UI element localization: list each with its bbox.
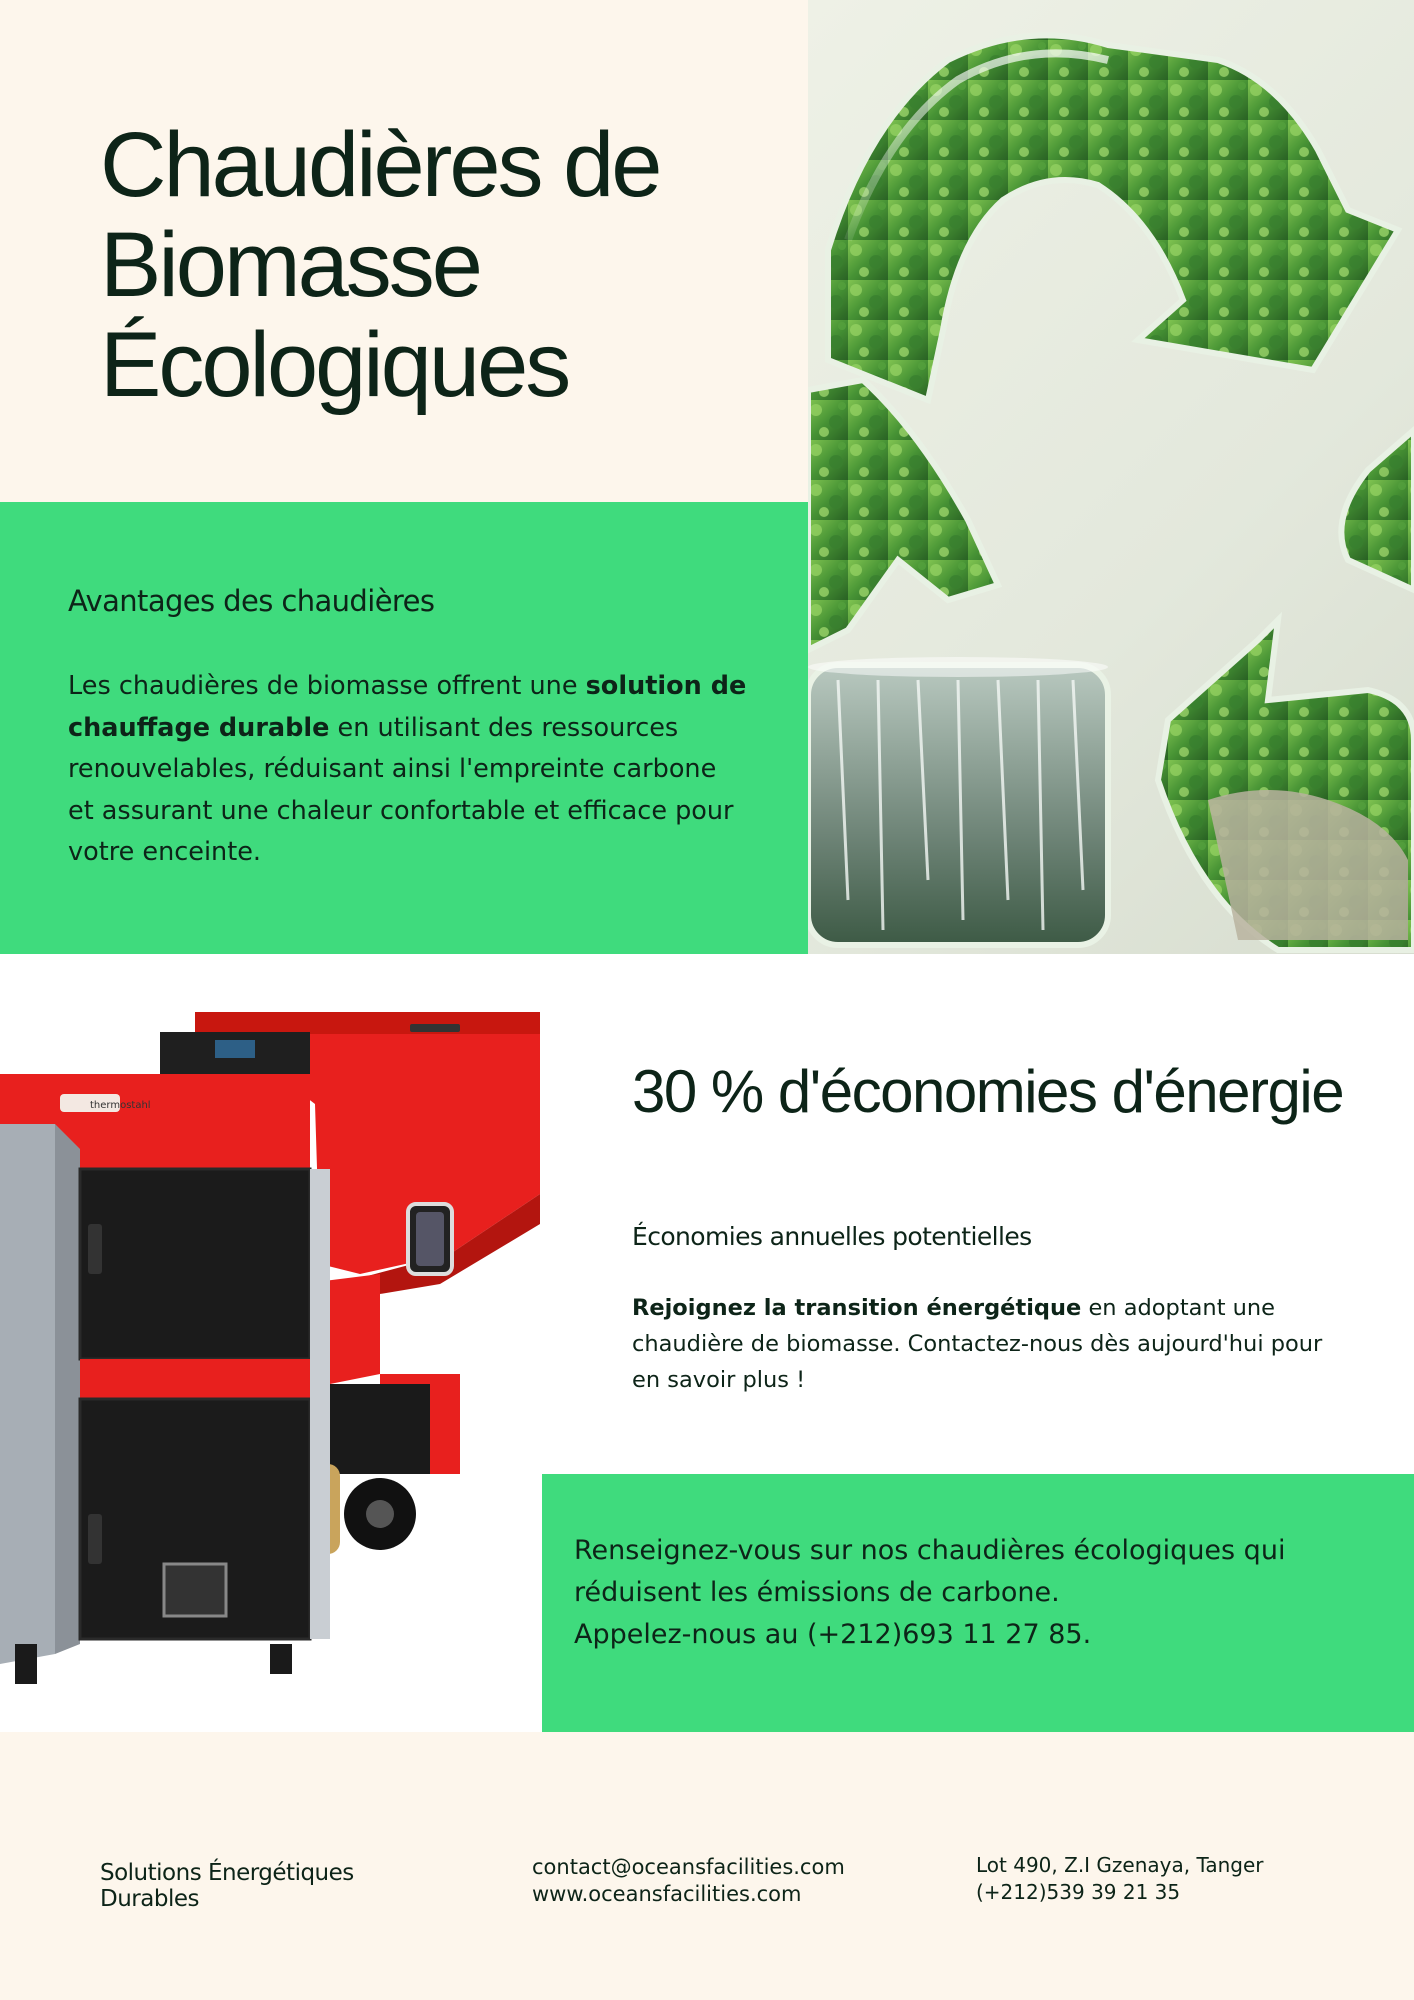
callout-line-3: Appelez-nous au (+212)693 11 27 85. bbox=[574, 1619, 1092, 1650]
advantages-text-part2: en utilisant des ressources renouvelables, réduisant ainsi l'empreinte carbone et assurant une chaleur confortable et efficace pour votre enceinte. bbox=[68, 712, 734, 867]
footer-brand-line-2: Durables bbox=[100, 1886, 199, 1912]
footer-brand bbox=[100, 1860, 354, 1912]
savings-text-bold: Rejoignez la transition énergétique bbox=[632, 1295, 1082, 1321]
savings-subtitle: Économies annuelles potentielles bbox=[632, 1222, 1032, 1251]
footer-contact bbox=[532, 1854, 845, 1908]
title-line-1: Chaudières de bbox=[100, 114, 660, 216]
advantages-section bbox=[0, 502, 808, 954]
recycle-image bbox=[808, 0, 1414, 954]
biomass-boiler-image bbox=[0, 954, 545, 1686]
callout-line-2: réduisent les émissions de carbone. bbox=[574, 1577, 1060, 1608]
savings-text-rest: en adoptant une chaudière de biomasse. Contactez-nous dès aujourd'hui pour en savoir plus ! bbox=[632, 1295, 1323, 1393]
contact-callout bbox=[542, 1474, 1414, 1732]
savings-headline: 30 % d'économies d'énergie bbox=[632, 1058, 1344, 1125]
footer-email-link[interactable]: contact@oceansfacilities.com bbox=[532, 1855, 845, 1879]
advantages-text-bold: solution de chauffage durable bbox=[68, 671, 747, 743]
advantages-text-part1: Les chaudières de biomasse offrent une bbox=[68, 671, 586, 701]
page-title bbox=[100, 115, 659, 415]
advantages-heading: Avantages des chaudières bbox=[68, 584, 435, 618]
callout-line-1: Renseignez-vous sur nos chaudières écologiques qui bbox=[574, 1535, 1286, 1566]
title-line-3: Écologiques bbox=[100, 314, 569, 416]
footer-website-link[interactable]: www.oceansfacilities.com bbox=[532, 1882, 802, 1906]
footer bbox=[0, 1732, 1414, 2000]
footer-brand-line-1: Solutions Énergétiques bbox=[100, 1860, 354, 1886]
footer-address-line: Lot 490, Z.I Gzenaya, Tanger bbox=[976, 1853, 1264, 1877]
footer-address bbox=[976, 1852, 1264, 1906]
footer-phone: (+212)539 39 21 35 bbox=[976, 1880, 1181, 1904]
boiler-brand-label: thermostahl bbox=[90, 1100, 151, 1111]
title-line-2: Biomasse bbox=[100, 214, 480, 316]
savings-section bbox=[0, 954, 1414, 1732]
callout-text bbox=[574, 1530, 1394, 1656]
savings-text bbox=[632, 1290, 1332, 1398]
advantages-text bbox=[68, 666, 748, 874]
title-section bbox=[0, 0, 808, 502]
recycle-symbol-icon bbox=[808, 0, 1414, 954]
